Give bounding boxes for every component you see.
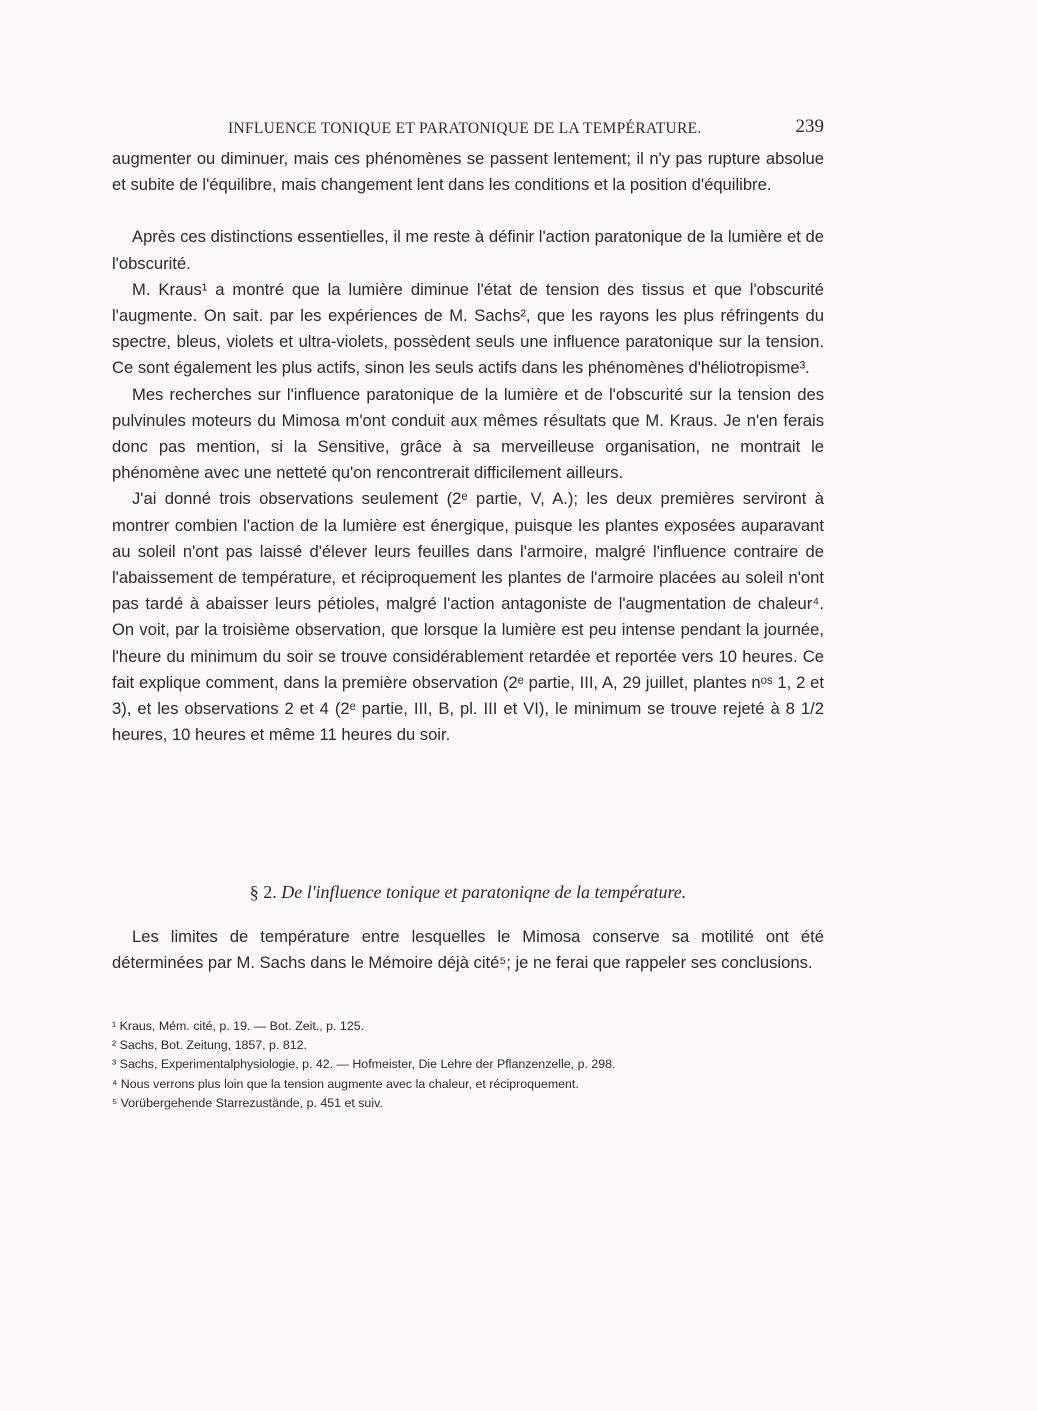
running-title: INFLUENCE TONIQUE ET PARATONIQUE DE LA TEMPÉRATURE. (228, 120, 702, 137)
footnote: ⁴ Nous verrons plus loin que la tension augmente avec la chaleur, et réciproquement. (112, 1076, 579, 1091)
footnote: ¹ Kraus, Mém. cité, p. 19. — Bot. Zeit., p. 125. (112, 1019, 365, 1033)
main-text (112, 146, 824, 748)
paragraph-continuation: augmenter ou diminuer, mais ces phénomènes se passent lentement; il n'y pas rupture absolue et subite de l'équilibre, mais changement lent dans les conditions et la position d'équilibre. (112, 149, 824, 195)
footnotes (112, 1017, 824, 1113)
page-number: 239 (795, 116, 824, 137)
paragraph: M. Kraus¹ a montré que la lumière diminue l'état de tension des tissus et que l'obscurité l'augmente. On sait. par les expériences de M. Sachs², que les rayons les plus réfringents du spectre, bleus, violets et ultra-violets, possèdent seuls une influence paratonique sur la tension. Ce sont également les plus actifs, sinon les seuls actifs dans les phénomènes d'héliotropisme³. (112, 279, 824, 378)
paragraph: Les limites de température entre lesquelles le Mimosa conserve sa motilité ont été déterminées par M. Sachs dans le Mémoire déjà cité⁵; je ne ferai que rappeler ses conclusions. (112, 927, 824, 973)
section-text (112, 924, 824, 976)
paragraph: Après ces distinctions essentielles, il me reste à définir l'action paratonique de la lumière et de l'obscurité. (112, 227, 824, 273)
section-number: § 2. (249, 882, 277, 902)
footnote: ² Sachs, Bot. Zeitung, 1857, p. 812. (112, 1038, 307, 1053)
footnote: ³ Sachs, Experimentalphysiologie, p. 42. — Hofmeister, Die Lehre der Pflanzenzelle, p. 298. (112, 1057, 616, 1072)
section-heading (112, 882, 824, 903)
paragraph: Mes recherches sur l'influence paratonique de la lumière et de l'obscurité sur la tension des pulvinules moteurs du Mimosa m'ont conduit aux mêmes résultats que M. Kraus. Je n'en ferais donc pas mention, si la Sensitive, grâce à sa merveilleuse organisation, ne montrait le phénomène avec une netteté qu'on rencontrerait difficilement ailleurs. (112, 384, 824, 483)
section-title: De l'influence tonique et paratoniqne de la température. (281, 882, 687, 902)
running-header (112, 116, 824, 144)
paragraph: J'ai donné trois observations seulement (2ᵉ partie, V, A.); les deux premières serviront à montrer combien l'action de la lumière est énergique, puisque les plantes exposées auparavant au soleil n'ont pas laissé d'élever leurs feuilles dans l'armoire, malgré l'influence contraire de l'abaissement de température, et réciproquement les plantes de l'armoire placées au soleil n'ont pas tardé à abaisser leurs pétioles, malgré l'action antagoniste de l'augmentation de chaleur⁴. On voit, par la troisième observation, que lorsque la lumière est peu intense pendant la journée, l'heure du minimum du soir se trouve considérablement retardée et reportée vers 10 heures. Ce fait explique comment, dans la première observation (2ᵉ partie, III, A, 29 juillet, plantes nᵒˢ 1, 2 et 3), et les observations 2 et 4 (2ᵉ partie, III, B, pl. III et VI), le minimum se trouve rejeté à 8 1/2 heures, 10 heures et même 11 heures du soir. (112, 489, 824, 745)
footnote: ⁵ Vorübergehende Starrezustände, p. 451 et suiv. (112, 1095, 383, 1110)
